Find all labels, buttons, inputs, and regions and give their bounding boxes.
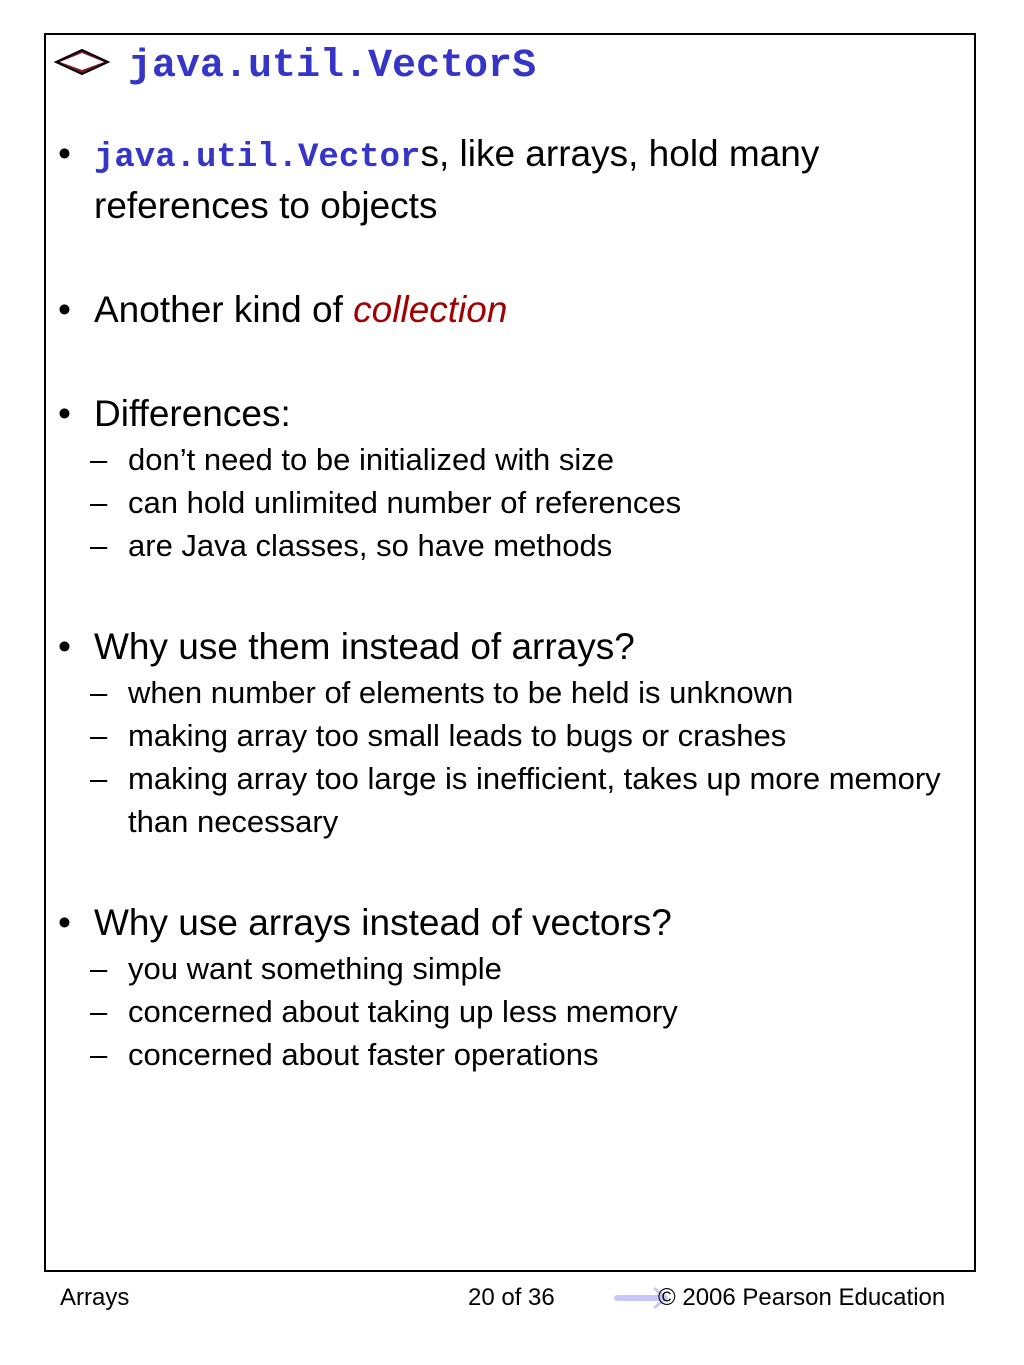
bullet-text: Another kind of: [94, 289, 354, 330]
sub-item: – you want something simple: [90, 951, 502, 986]
sub-item: – making array too large is inefficient, takes up more memory than necessary: [90, 761, 941, 839]
footer-topic: Arrays: [60, 1284, 130, 1311]
bullet-dot: •: [58, 133, 71, 174]
bullet-text: Differences:: [94, 393, 291, 434]
title-row: [52, 38, 536, 94]
bullet-collection: [58, 286, 958, 334]
sub-item: – concerned about taking up less memory: [90, 994, 678, 1029]
diamond-icon: [52, 46, 112, 86]
sub-list: [58, 671, 958, 843]
footer-page-number: 20 of 36: [468, 1284, 555, 1311]
sub-item: – are Java classes, so have methods: [90, 528, 613, 563]
slide-footer: [0, 1278, 1024, 1318]
bullet-dot: •: [58, 289, 71, 330]
bullet-why-arrays: [58, 899, 958, 947]
footer-copyright: © 2006 Pearson Education: [658, 1284, 946, 1311]
sub-list: [58, 438, 958, 567]
bullet-differences: [58, 390, 958, 438]
collection-emphasis: collection: [353, 289, 508, 330]
slide-title: java.util.VectorS: [128, 43, 537, 89]
sub-item: – making array too small leads to bugs or crashes: [90, 718, 787, 753]
sub-item: – don’t need to be initialized with size: [90, 442, 614, 477]
bullet-vector: [58, 130, 958, 230]
bullet-text: Why use them instead of arrays?: [94, 626, 635, 667]
bullet-dot: •: [58, 626, 71, 667]
sub-list: [58, 947, 958, 1076]
sub-item: – concerned about faster operations: [90, 1037, 599, 1072]
bullet-why-vectors: [58, 623, 958, 671]
bullet-dot: •: [58, 393, 71, 434]
sub-item: – can hold unlimited number of references: [90, 485, 682, 520]
bullet-text: Why use arrays instead of vectors?: [94, 902, 672, 943]
slide-content: [58, 130, 958, 1076]
vector-code: java.util.Vector: [94, 139, 421, 177]
bullet-text: s, like arrays, hold many references to objects: [94, 133, 820, 226]
sub-item: – when number of elements to be held is unknown: [90, 675, 794, 710]
bullet-dot: •: [58, 902, 71, 943]
